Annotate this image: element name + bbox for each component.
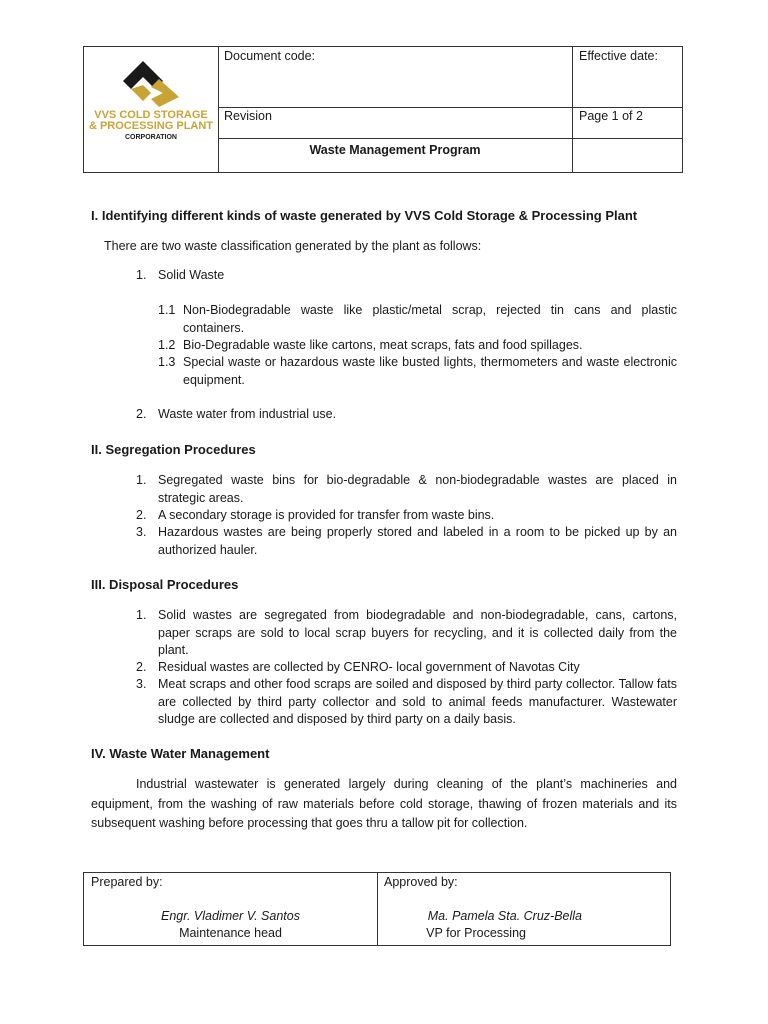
list-item-number: 1. <box>136 608 147 622</box>
section1-item2: Waste water from industrial use. <box>158 407 337 421</box>
effective-date-label: Effective date: <box>579 49 658 63</box>
section1-item2-number: 2. <box>136 407 147 421</box>
sub-item-text: Special waste or hazardous waste like busted lights, thermometers and waste electronic equipment. <box>183 355 677 387</box>
sub-item-number: 1.3 <box>158 355 176 369</box>
section1-heading: I. Identifying different kinds of waste generated by VVS Cold Storage & Processing Plant <box>91 208 638 223</box>
sub-item-text: Bio-Degradable waste like cartons, meat scraps, fats and food spillages. <box>183 338 583 352</box>
prepared-by-name: Engr. Vladimer V. Santos <box>161 909 300 923</box>
company-name-line2: & PROCESSING PLANT <box>88 120 214 132</box>
list-item-text: Meat scraps and other food scraps are soiled and disposed by third party collector. Tallow fats are collected by third party collector and sold to animal feeds manufacturer. Wastewater sludge are collected and disposed by third party on a daily basis. <box>158 677 677 726</box>
prepared-by-label: Prepared by: <box>91 875 163 889</box>
document-code-label: Document code: <box>224 49 316 63</box>
approved-by-name: Ma. Pamela Sta. Cruz-Bella <box>427 909 582 923</box>
section1-item1: Solid Waste <box>158 268 225 282</box>
list-item-text: Segregated waste bins for bio-degradable & non-biodegradable wastes are placed in strategic areas. <box>158 473 677 505</box>
list-item-number: 3. <box>136 677 147 691</box>
signature-table <box>83 872 671 946</box>
list-item-text: Hazardous wastes are being properly stored and labeled in a room to be picked up by an authorized hauler. <box>158 525 677 557</box>
section2-heading: II. Segregation Procedures <box>91 442 256 457</box>
list-item-number: 2. <box>136 508 147 522</box>
sub-item-number: 1.2 <box>158 338 176 352</box>
approved-by-label: Approved by: <box>384 875 458 889</box>
list-item-text: Residual wastes are collected by CENRO- local government of Navotas City <box>158 660 580 674</box>
sub-item-text: Non-Biodegradable waste like plastic/metal scrap, rejected tin cans and plastic containers. <box>183 303 677 335</box>
company-name-line3: CORPORATION <box>125 134 177 141</box>
revision-label: Revision <box>224 109 272 123</box>
approved-by-title: VP for Processing <box>426 926 526 940</box>
company-name-line1: VVS COLD STORAGE <box>94 109 208 121</box>
section1-intro: There are two waste classification generated by the plant as follows: <box>104 239 482 253</box>
sub-item-number: 1.1 <box>158 303 176 317</box>
diamond-logo-icon <box>121 59 181 109</box>
section3-heading: III. Disposal Procedures <box>91 577 239 592</box>
list-item-text: Solid wastes are segregated from biodegradable and non-biodegradable, cans, cartons, paper scraps are sold to local scrap buyers for recycling, and it is collected daily from the plant. <box>158 608 677 657</box>
page-number-label: Page 1 of 2 <box>579 109 643 123</box>
section1-item1-number: 1. <box>136 268 147 282</box>
list-item-number: 3. <box>136 525 147 539</box>
section4-paragraph: Industrial wastewater is generated largely during cleaning of the plant’s machineries and equipment, from the washing of raw materials before cold storage, thawing of frozen materials and its subsequent washing before processing that goes thru a tallow pit for collection. <box>91 777 677 830</box>
list-item-number: 2. <box>136 660 147 674</box>
prepared-by-title: Maintenance head <box>179 926 282 940</box>
document-header-table <box>83 46 683 173</box>
company-logo <box>84 47 218 172</box>
section4-heading: IV. Waste Water Management <box>91 746 270 761</box>
document-title: Waste Management Program <box>309 143 481 157</box>
list-item-text: A secondary storage is provided for transfer from waste bins. <box>158 508 495 522</box>
list-item-number: 1. <box>136 473 147 487</box>
